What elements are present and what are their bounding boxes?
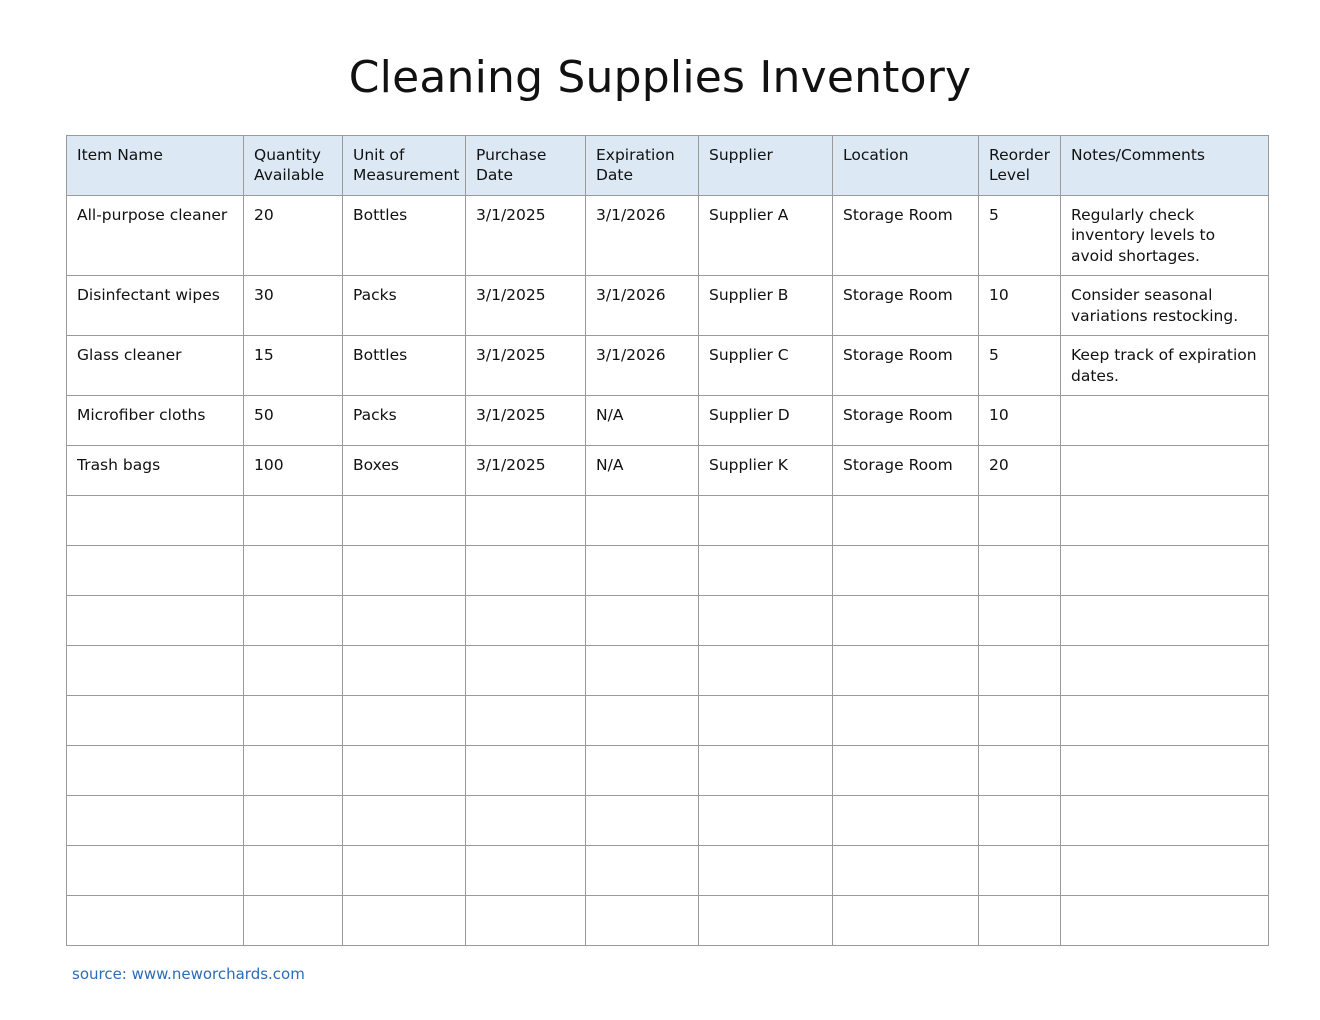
table-row bbox=[67, 276, 1269, 336]
table-row bbox=[67, 596, 1269, 646]
cell-reorder-level bbox=[979, 496, 1061, 546]
cell-unit-of-measurement: Bottles bbox=[343, 195, 466, 275]
cell-purchase-date bbox=[466, 496, 586, 546]
cell-location bbox=[833, 796, 979, 846]
cell-notes: Regularly check inventory levels to avoid shortages. bbox=[1061, 195, 1269, 275]
cell-expiration-date bbox=[586, 846, 699, 896]
cell-supplier bbox=[699, 596, 833, 646]
cell-reorder-level: 10 bbox=[979, 276, 1061, 336]
cell-unit-of-measurement bbox=[343, 896, 466, 946]
cell-reorder-level bbox=[979, 796, 1061, 846]
cell-unit-of-measurement bbox=[343, 846, 466, 896]
cell-quantity-available bbox=[244, 746, 343, 796]
cell-notes bbox=[1061, 546, 1269, 596]
cell-notes bbox=[1061, 846, 1269, 896]
cell-quantity-available bbox=[244, 796, 343, 846]
column-header-purchase-date: Purchase Date bbox=[466, 136, 586, 196]
column-header-quantity-available: Quantity Available bbox=[244, 136, 343, 196]
cell-reorder-level bbox=[979, 896, 1061, 946]
cell-supplier bbox=[699, 746, 833, 796]
cell-quantity-available: 50 bbox=[244, 396, 343, 446]
cell-reorder-level: 5 bbox=[979, 195, 1061, 275]
cell-supplier: Supplier K bbox=[699, 446, 833, 496]
cell-reorder-level bbox=[979, 846, 1061, 896]
cell-notes bbox=[1061, 896, 1269, 946]
cell-expiration-date bbox=[586, 596, 699, 646]
cell-notes bbox=[1061, 646, 1269, 696]
cell-location: Storage Room bbox=[833, 446, 979, 496]
cell-supplier bbox=[699, 846, 833, 896]
cell-purchase-date bbox=[466, 546, 586, 596]
cell-location bbox=[833, 746, 979, 796]
cell-quantity-available: 15 bbox=[244, 336, 343, 396]
table-header-row bbox=[67, 136, 1269, 196]
cell-quantity-available bbox=[244, 596, 343, 646]
cell-expiration-date: 3/1/2026 bbox=[586, 195, 699, 275]
table-body bbox=[67, 195, 1269, 945]
cell-supplier bbox=[699, 496, 833, 546]
cell-expiration-date bbox=[586, 796, 699, 846]
cell-reorder-level bbox=[979, 546, 1061, 596]
cell-purchase-date: 3/1/2025 bbox=[466, 396, 586, 446]
cell-location bbox=[833, 496, 979, 546]
source-link[interactable]: source: www.neworchards.com bbox=[72, 965, 305, 984]
cell-notes: Keep track of expiration dates. bbox=[1061, 336, 1269, 396]
cell-reorder-level: 20 bbox=[979, 446, 1061, 496]
cell-supplier bbox=[699, 796, 833, 846]
cell-quantity-available bbox=[244, 896, 343, 946]
cell-unit-of-measurement: Packs bbox=[343, 276, 466, 336]
cell-quantity-available bbox=[244, 496, 343, 546]
page-title: Cleaning Supplies Inventory bbox=[348, 52, 972, 103]
cell-quantity-available: 30 bbox=[244, 276, 343, 336]
table-row bbox=[67, 446, 1269, 496]
cell-item-name: Disinfectant wipes bbox=[67, 276, 244, 336]
cell-purchase-date bbox=[466, 696, 586, 746]
column-header-unit-of-measurement: Unit of Measurement bbox=[343, 136, 466, 196]
cell-purchase-date: 3/1/2025 bbox=[466, 446, 586, 496]
cell-purchase-date bbox=[466, 746, 586, 796]
cell-purchase-date bbox=[466, 596, 586, 646]
cell-reorder-level: 5 bbox=[979, 336, 1061, 396]
cell-purchase-date bbox=[466, 846, 586, 896]
cell-supplier: Supplier C bbox=[699, 336, 833, 396]
cell-item-name bbox=[67, 596, 244, 646]
table-row bbox=[67, 746, 1269, 796]
cell-item-name: Microfiber cloths bbox=[67, 396, 244, 446]
cell-reorder-level: 10 bbox=[979, 396, 1061, 446]
cell-expiration-date bbox=[586, 546, 699, 596]
cell-location bbox=[833, 546, 979, 596]
table-row bbox=[67, 896, 1269, 946]
table-row bbox=[67, 696, 1269, 746]
cell-reorder-level bbox=[979, 696, 1061, 746]
column-header-supplier: Supplier bbox=[699, 136, 833, 196]
cell-reorder-level bbox=[979, 646, 1061, 696]
cell-notes: Consider seasonal variations restocking. bbox=[1061, 276, 1269, 336]
column-header-location: Location bbox=[833, 136, 979, 196]
cell-location: Storage Room bbox=[833, 336, 979, 396]
cell-item-name: All-purpose cleaner bbox=[67, 195, 244, 275]
cell-expiration-date bbox=[586, 646, 699, 696]
cell-quantity-available bbox=[244, 696, 343, 746]
cell-purchase-date bbox=[466, 646, 586, 696]
table-row bbox=[67, 796, 1269, 846]
cell-notes bbox=[1061, 446, 1269, 496]
cell-item-name bbox=[67, 546, 244, 596]
cell-purchase-date bbox=[466, 796, 586, 846]
table-row bbox=[67, 646, 1269, 696]
cell-expiration-date: N/A bbox=[586, 446, 699, 496]
cell-location: Storage Room bbox=[833, 276, 979, 336]
cell-purchase-date: 3/1/2025 bbox=[466, 195, 586, 275]
cell-unit-of-measurement bbox=[343, 546, 466, 596]
cell-location bbox=[833, 846, 979, 896]
cell-unit-of-measurement: Packs bbox=[343, 396, 466, 446]
cell-notes bbox=[1061, 396, 1269, 446]
cell-item-name bbox=[67, 696, 244, 746]
cell-item-name bbox=[67, 796, 244, 846]
cell-supplier bbox=[699, 896, 833, 946]
cell-notes bbox=[1061, 746, 1269, 796]
cell-item-name bbox=[67, 896, 244, 946]
table-row bbox=[67, 496, 1269, 546]
cell-expiration-date: 3/1/2026 bbox=[586, 276, 699, 336]
cell-supplier: Supplier A bbox=[699, 195, 833, 275]
cell-quantity-available: 100 bbox=[244, 446, 343, 496]
cell-unit-of-measurement bbox=[343, 746, 466, 796]
cell-item-name bbox=[67, 496, 244, 546]
cell-purchase-date bbox=[466, 896, 586, 946]
cell-item-name: Trash bags bbox=[67, 446, 244, 496]
cell-unit-of-measurement bbox=[343, 646, 466, 696]
cell-location bbox=[833, 896, 979, 946]
cell-notes bbox=[1061, 696, 1269, 746]
column-header-expiration-date: Expiration Date bbox=[586, 136, 699, 196]
table-header bbox=[67, 136, 1269, 196]
cell-item-name bbox=[67, 746, 244, 796]
table-row bbox=[67, 195, 1269, 275]
cell-notes bbox=[1061, 496, 1269, 546]
cell-supplier: Supplier B bbox=[699, 276, 833, 336]
cell-supplier bbox=[699, 696, 833, 746]
cell-expiration-date: 3/1/2026 bbox=[586, 336, 699, 396]
cell-location bbox=[833, 646, 979, 696]
inventory-table bbox=[66, 135, 1269, 946]
cell-supplier bbox=[699, 546, 833, 596]
cell-unit-of-measurement bbox=[343, 596, 466, 646]
cell-reorder-level bbox=[979, 596, 1061, 646]
table-row bbox=[67, 336, 1269, 396]
cell-quantity-available bbox=[244, 846, 343, 896]
cell-expiration-date bbox=[586, 896, 699, 946]
cell-expiration-date: N/A bbox=[586, 396, 699, 446]
table-row bbox=[67, 846, 1269, 896]
inventory-table-container bbox=[66, 135, 1257, 946]
cell-quantity-available bbox=[244, 546, 343, 596]
cell-item-name bbox=[67, 646, 244, 696]
column-header-notes-comments: Notes/Comments bbox=[1061, 136, 1269, 196]
cell-unit-of-measurement: Bottles bbox=[343, 336, 466, 396]
cell-item-name bbox=[67, 846, 244, 896]
cell-notes bbox=[1061, 796, 1269, 846]
cell-purchase-date: 3/1/2025 bbox=[466, 336, 586, 396]
cell-quantity-available bbox=[244, 646, 343, 696]
cell-expiration-date bbox=[586, 696, 699, 746]
cell-quantity-available: 20 bbox=[244, 195, 343, 275]
table-row bbox=[67, 396, 1269, 446]
cell-location bbox=[833, 596, 979, 646]
column-header-reorder-level: Reorder Level bbox=[979, 136, 1061, 196]
cell-purchase-date: 3/1/2025 bbox=[466, 276, 586, 336]
cell-unit-of-measurement bbox=[343, 496, 466, 546]
column-header-item-name: Item Name bbox=[67, 136, 244, 196]
cell-location: Storage Room bbox=[833, 195, 979, 275]
cell-supplier: Supplier D bbox=[699, 396, 833, 446]
cell-item-name: Glass cleaner bbox=[67, 336, 244, 396]
cell-location: Storage Room bbox=[833, 396, 979, 446]
table-row bbox=[67, 546, 1269, 596]
cell-supplier bbox=[699, 646, 833, 696]
cell-location bbox=[833, 696, 979, 746]
cell-expiration-date bbox=[586, 746, 699, 796]
cell-unit-of-measurement bbox=[343, 696, 466, 746]
cell-notes bbox=[1061, 596, 1269, 646]
source-credit bbox=[72, 965, 1320, 983]
cell-reorder-level bbox=[979, 746, 1061, 796]
cell-expiration-date bbox=[586, 496, 699, 546]
cell-unit-of-measurement bbox=[343, 796, 466, 846]
cell-unit-of-measurement: Boxes bbox=[343, 446, 466, 496]
